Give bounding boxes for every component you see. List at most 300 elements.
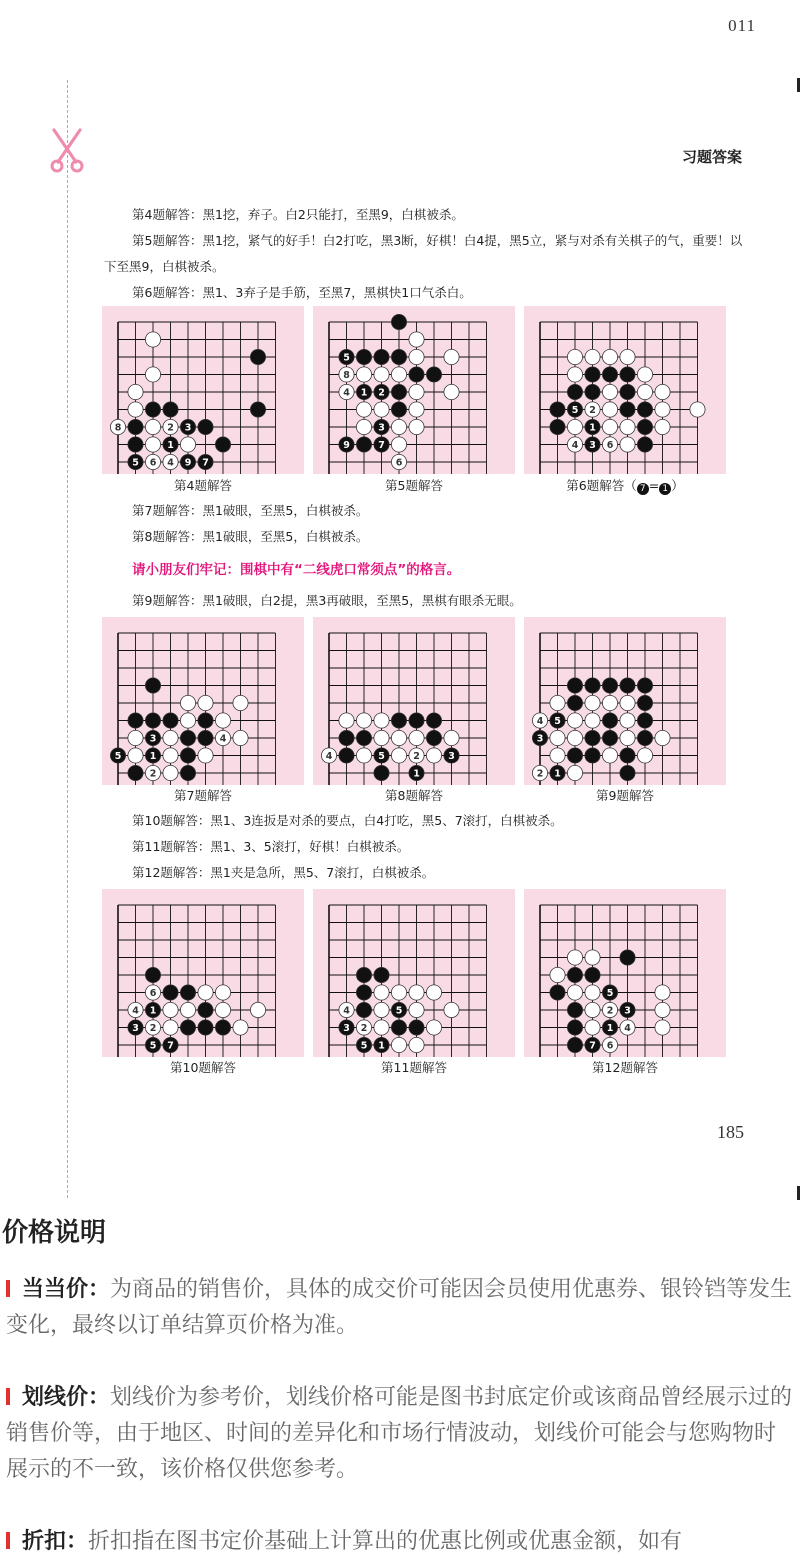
black-stone bbox=[567, 1002, 582, 1017]
black-stone bbox=[215, 437, 230, 452]
answer-paragraph-4 bbox=[104, 202, 744, 228]
answer-text: 第8题解答：黑1破眼，至黑5，白棋被杀。 bbox=[132, 529, 369, 544]
white-stone bbox=[198, 985, 213, 1000]
white-stone bbox=[374, 367, 389, 382]
black-stone bbox=[426, 367, 441, 382]
caption-equals: = bbox=[648, 478, 660, 493]
price-item-text: 为商品的销售价，具体的成交价可能因会员使用优惠券、银铃铛等发生变化，最终以订单结算页价格为准。 bbox=[6, 1277, 793, 1338]
price-item-label: 划线价： bbox=[22, 1385, 111, 1410]
white-stone bbox=[409, 402, 424, 417]
svg-text:4: 4 bbox=[132, 1005, 139, 1017]
white-stone-4 bbox=[620, 1020, 635, 1035]
white-stone-2 bbox=[602, 1002, 617, 1017]
black-stone bbox=[409, 367, 424, 382]
svg-text:6: 6 bbox=[606, 1040, 614, 1052]
svg-text:4: 4 bbox=[624, 1022, 631, 1034]
black-stone bbox=[128, 419, 143, 434]
black-stone bbox=[198, 713, 213, 728]
black-stone bbox=[620, 367, 635, 382]
black-stone bbox=[585, 967, 600, 982]
go-diagram-10 bbox=[102, 889, 304, 1057]
svg-text:5: 5 bbox=[571, 404, 579, 416]
answer-paragraph-10 bbox=[104, 808, 744, 834]
white-stone bbox=[620, 695, 635, 710]
black-stone bbox=[637, 695, 652, 710]
svg-text:3: 3 bbox=[132, 1022, 139, 1034]
white-stone bbox=[550, 748, 565, 763]
white-stone bbox=[602, 384, 617, 399]
white-stone bbox=[374, 1020, 389, 1035]
svg-text:6: 6 bbox=[395, 457, 403, 469]
black-stone bbox=[163, 985, 178, 1000]
white-stone bbox=[409, 1002, 424, 1017]
svg-text:3: 3 bbox=[343, 1022, 350, 1034]
black-stone-1 bbox=[409, 765, 424, 780]
white-stone bbox=[215, 985, 230, 1000]
black-stone-7 bbox=[163, 1037, 178, 1052]
white-stone bbox=[250, 1002, 265, 1017]
board-grid bbox=[329, 322, 487, 474]
black-stone-5 bbox=[391, 1002, 406, 1017]
white-stone-4 bbox=[128, 1002, 143, 1017]
black-stone-3 bbox=[374, 419, 389, 434]
black-stone-1 bbox=[145, 748, 160, 763]
black-stone-2 bbox=[374, 384, 389, 399]
svg-text:9: 9 bbox=[184, 457, 192, 469]
svg-text:7: 7 bbox=[202, 457, 209, 469]
svg-text:1: 1 bbox=[606, 1022, 614, 1034]
black-stone bbox=[409, 713, 424, 728]
svg-text:9: 9 bbox=[343, 439, 350, 451]
white-stone bbox=[409, 985, 424, 1000]
black-stone-5 bbox=[128, 454, 143, 469]
black-stone bbox=[374, 967, 389, 982]
black-stone bbox=[409, 1020, 424, 1035]
answer-text: 第6题解答：黑1、3弃子是手筋，至黑7，黑棋快1口气杀白。 bbox=[132, 285, 472, 300]
black-stone bbox=[585, 678, 600, 693]
black-stone bbox=[391, 713, 406, 728]
white-stone bbox=[356, 367, 371, 382]
black-stone-1 bbox=[585, 419, 600, 434]
white-stone bbox=[567, 349, 582, 364]
svg-text:2: 2 bbox=[413, 750, 420, 762]
black-stone bbox=[128, 765, 143, 780]
white-stone-8 bbox=[339, 367, 354, 382]
black-stone-3 bbox=[585, 437, 600, 452]
white-stone bbox=[233, 730, 248, 745]
white-stone bbox=[655, 730, 670, 745]
caption-12: 第12题解答 bbox=[592, 1060, 658, 1075]
black-stone bbox=[391, 402, 406, 417]
caption-7: 第7题解答 bbox=[174, 788, 232, 803]
price-item-text: 划线价为参考价，划线价格可能是图书封底定价或该商品曾经展示过的销售价等，由于地区、时间的差异化和市场行情波动，划线价可能会与您购物时展示的不一致，该价格仅供您参考。 bbox=[6, 1385, 793, 1482]
white-stone bbox=[145, 367, 160, 382]
black-stone-1 bbox=[356, 384, 371, 399]
go-diagram-4 bbox=[102, 306, 304, 474]
white-stone bbox=[391, 748, 406, 763]
black-stone bbox=[198, 1002, 213, 1017]
answer-text: 第11题解答：黑1、3、5滚打，好棋！白棋被杀。 bbox=[132, 839, 410, 854]
black-stone-5 bbox=[550, 713, 565, 728]
white-stone bbox=[550, 730, 565, 745]
black-stone bbox=[374, 349, 389, 364]
black-stone bbox=[198, 1020, 213, 1035]
white-stone bbox=[567, 419, 582, 434]
black-stone-3 bbox=[444, 748, 459, 763]
white-stone bbox=[620, 713, 635, 728]
svg-text:7: 7 bbox=[378, 439, 385, 451]
black-stone bbox=[163, 713, 178, 728]
svg-text:4: 4 bbox=[343, 387, 350, 399]
svg-text:5: 5 bbox=[554, 715, 561, 727]
white-stone bbox=[637, 384, 652, 399]
black-stone bbox=[585, 384, 600, 399]
svg-text:2: 2 bbox=[167, 422, 174, 434]
white-stone bbox=[163, 765, 178, 780]
black-stone bbox=[180, 1020, 195, 1035]
black-stone bbox=[637, 678, 652, 693]
answer-text: 第4题解答：黑1挖，弃子。白2只能打，至黑9，白棋被杀。 bbox=[132, 207, 464, 222]
svg-text:6: 6 bbox=[149, 457, 157, 469]
black-stone bbox=[356, 967, 371, 982]
black-stone-5 bbox=[567, 402, 582, 417]
white-stone bbox=[444, 349, 459, 364]
go-diagram-6 bbox=[524, 306, 726, 474]
reminder-text: 请小朋友们牢记：围棋中有“二线虎口常须点”的格言。 bbox=[132, 562, 461, 578]
answer-paragraph-12 bbox=[104, 860, 744, 886]
black-stone bbox=[391, 349, 406, 364]
answer-paragraph-5 bbox=[104, 228, 744, 280]
black-stone bbox=[391, 1020, 406, 1035]
caption-10: 第10题解答 bbox=[170, 1060, 236, 1075]
black-stone-5 bbox=[356, 1037, 371, 1052]
svg-text:4: 4 bbox=[325, 750, 333, 762]
white-stone bbox=[567, 730, 582, 745]
black-stone bbox=[637, 713, 652, 728]
white-stone bbox=[180, 437, 195, 452]
white-stone bbox=[233, 1020, 248, 1035]
white-stone bbox=[602, 402, 617, 417]
svg-text:8: 8 bbox=[343, 369, 350, 381]
white-stone bbox=[602, 349, 617, 364]
answer-text: 第10题解答：黑1、3连扳是对杀的要点，白4打吃，黑5、7滚打，白棋被杀。 bbox=[132, 813, 563, 828]
black-stone-7 bbox=[374, 437, 389, 452]
svg-text:2: 2 bbox=[589, 404, 596, 416]
black-stone bbox=[620, 678, 635, 693]
white-stone-2 bbox=[409, 748, 424, 763]
white-stone bbox=[391, 437, 406, 452]
white-stone bbox=[128, 748, 143, 763]
white-stone bbox=[145, 437, 160, 452]
black-stone-1-icon: 1 bbox=[659, 483, 671, 495]
white-stone bbox=[409, 730, 424, 745]
white-stone bbox=[655, 985, 670, 1000]
white-stone bbox=[409, 1037, 424, 1052]
white-stone bbox=[444, 730, 459, 745]
caption-6 bbox=[524, 476, 726, 495]
black-stone bbox=[585, 748, 600, 763]
white-stone bbox=[426, 1020, 441, 1035]
svg-text:5: 5 bbox=[606, 987, 614, 999]
black-stone bbox=[145, 402, 160, 417]
black-stone bbox=[550, 419, 565, 434]
board-grid bbox=[118, 905, 276, 1057]
black-stone bbox=[620, 950, 635, 965]
caption-text: 第6题解答（ bbox=[566, 478, 637, 493]
white-stone bbox=[550, 967, 565, 982]
svg-text:1: 1 bbox=[149, 1005, 157, 1017]
svg-text:4: 4 bbox=[571, 439, 579, 451]
black-stone-1 bbox=[145, 1002, 160, 1017]
svg-text:1: 1 bbox=[167, 439, 174, 451]
svg-text:3: 3 bbox=[448, 750, 455, 762]
svg-text:7: 7 bbox=[167, 1040, 174, 1052]
svg-text:6: 6 bbox=[149, 987, 157, 999]
black-stone bbox=[180, 748, 195, 763]
white-stone-2 bbox=[145, 765, 160, 780]
black-stone-3 bbox=[620, 1002, 635, 1017]
svg-text:3: 3 bbox=[378, 422, 385, 434]
black-stone-1 bbox=[602, 1020, 617, 1035]
section-title: 习题答案 bbox=[681, 148, 742, 166]
price-item-text: 折扣指在图书定价基础上计算出的优惠比例或优惠金额，如有 bbox=[88, 1529, 683, 1554]
black-stone bbox=[339, 748, 354, 763]
svg-text:2: 2 bbox=[378, 387, 385, 399]
black-stone bbox=[567, 1020, 582, 1035]
white-stone bbox=[444, 384, 459, 399]
white-stone-2 bbox=[145, 1020, 160, 1035]
white-stone bbox=[391, 419, 406, 434]
black-stone-7 bbox=[585, 1037, 600, 1052]
go-diagram-11 bbox=[313, 889, 515, 1057]
go-diagram-5 bbox=[313, 306, 515, 474]
svg-text:3: 3 bbox=[184, 422, 192, 434]
black-stone bbox=[637, 419, 652, 434]
svg-text:3: 3 bbox=[624, 1005, 631, 1017]
price-item-discount bbox=[6, 1524, 796, 1560]
price-item-label: 折扣： bbox=[22, 1529, 89, 1554]
black-stone bbox=[180, 765, 195, 780]
svg-text:4: 4 bbox=[343, 1005, 350, 1017]
black-stone bbox=[550, 402, 565, 417]
white-stone bbox=[198, 695, 213, 710]
white-stone bbox=[655, 1002, 670, 1017]
black-stone bbox=[620, 765, 635, 780]
black-stone bbox=[250, 402, 265, 417]
black-stone bbox=[198, 730, 213, 745]
black-stone bbox=[356, 985, 371, 1000]
black-stone-9 bbox=[339, 437, 354, 452]
black-stone bbox=[356, 437, 371, 452]
white-stone bbox=[409, 384, 424, 399]
svg-text:3: 3 bbox=[536, 733, 544, 745]
white-stone bbox=[128, 730, 143, 745]
white-stone bbox=[567, 950, 582, 965]
white-stone bbox=[374, 985, 389, 1000]
white-stone bbox=[145, 419, 160, 434]
white-stone-2 bbox=[163, 419, 178, 434]
black-stone-1 bbox=[550, 765, 565, 780]
board-grid bbox=[329, 633, 487, 785]
black-stone bbox=[145, 713, 160, 728]
svg-text:5: 5 bbox=[149, 1040, 157, 1052]
svg-text:7: 7 bbox=[589, 1040, 596, 1052]
black-stone bbox=[145, 967, 160, 982]
white-stone bbox=[356, 713, 371, 728]
black-stone bbox=[585, 730, 600, 745]
black-stone bbox=[602, 367, 617, 382]
white-stone bbox=[585, 950, 600, 965]
svg-text:2: 2 bbox=[149, 768, 157, 780]
black-stone bbox=[637, 402, 652, 417]
svg-text:2: 2 bbox=[360, 1022, 368, 1034]
black-stone bbox=[602, 713, 617, 728]
white-stone bbox=[620, 437, 635, 452]
caption-4: 第4题解答 bbox=[174, 478, 232, 493]
white-stone bbox=[602, 419, 617, 434]
black-stone bbox=[163, 402, 178, 417]
white-stone bbox=[637, 367, 652, 382]
caption-5: 第5题解答 bbox=[385, 478, 443, 493]
white-stone bbox=[215, 1002, 230, 1017]
answer-paragraph-9 bbox=[104, 588, 744, 614]
white-stone bbox=[690, 402, 705, 417]
caption-text: ） bbox=[671, 478, 684, 493]
page-number-top: 011 bbox=[728, 16, 756, 35]
black-stone bbox=[145, 678, 160, 693]
svg-text:1: 1 bbox=[589, 422, 596, 434]
white-stone bbox=[163, 1020, 178, 1035]
white-stone bbox=[215, 713, 230, 728]
white-stone bbox=[180, 695, 195, 710]
scissors-icon bbox=[48, 124, 86, 174]
white-stone bbox=[655, 419, 670, 434]
svg-text:3: 3 bbox=[149, 733, 157, 745]
white-stone-2 bbox=[356, 1020, 371, 1035]
answer-text: 第7题解答：黑1破眼，至黑5，白棋被杀。 bbox=[132, 503, 369, 518]
svg-text:2: 2 bbox=[149, 1022, 157, 1034]
white-stone bbox=[374, 730, 389, 745]
white-stone-2 bbox=[532, 765, 547, 780]
white-stone bbox=[655, 1020, 670, 1035]
svg-text:4: 4 bbox=[536, 715, 544, 727]
white-stone bbox=[356, 419, 371, 434]
white-stone bbox=[620, 419, 635, 434]
black-stone bbox=[567, 695, 582, 710]
black-stone bbox=[585, 367, 600, 382]
black-stone bbox=[620, 748, 635, 763]
white-stone bbox=[620, 349, 635, 364]
white-stone bbox=[602, 695, 617, 710]
black-stone bbox=[128, 713, 143, 728]
red-bar-icon bbox=[6, 1388, 10, 1405]
black-stone bbox=[198, 419, 213, 434]
board-grid bbox=[118, 633, 276, 785]
go-diagram-7 bbox=[102, 617, 304, 785]
svg-text:5: 5 bbox=[343, 352, 350, 364]
white-stone bbox=[637, 748, 652, 763]
white-stone-6 bbox=[602, 1037, 617, 1052]
white-stone-6 bbox=[391, 454, 406, 469]
svg-text:4: 4 bbox=[167, 457, 174, 469]
svg-text:3: 3 bbox=[589, 439, 596, 451]
svg-text:4: 4 bbox=[219, 733, 227, 745]
white-stone-6 bbox=[602, 437, 617, 452]
svg-text:2: 2 bbox=[606, 1005, 614, 1017]
black-stone bbox=[602, 678, 617, 693]
svg-text:1: 1 bbox=[149, 750, 157, 762]
white-stone bbox=[444, 1002, 459, 1017]
black-stone-5 bbox=[339, 349, 354, 364]
black-stone-5 bbox=[110, 748, 125, 763]
white-stone bbox=[163, 748, 178, 763]
black-stone bbox=[356, 1002, 371, 1017]
white-stone-4 bbox=[163, 454, 178, 469]
svg-text:1: 1 bbox=[378, 1040, 385, 1052]
black-stone bbox=[215, 1020, 230, 1035]
red-bar-icon bbox=[6, 1280, 10, 1297]
white-stone-6 bbox=[145, 454, 160, 469]
white-stone bbox=[409, 332, 424, 347]
svg-text:1: 1 bbox=[413, 768, 420, 780]
svg-text:1: 1 bbox=[360, 387, 368, 399]
answer-text: 第9题解答：黑1破眼，白2提，黑3再破眼，至黑5，黑棋有眼杀无眼。 bbox=[132, 593, 522, 608]
white-stone bbox=[163, 1002, 178, 1017]
white-stone bbox=[602, 748, 617, 763]
white-stone bbox=[180, 1002, 195, 1017]
white-stone bbox=[374, 1002, 389, 1017]
white-stone bbox=[426, 748, 441, 763]
black-stone bbox=[339, 730, 354, 745]
go-diagram-12 bbox=[524, 889, 726, 1057]
black-stone bbox=[250, 349, 265, 364]
answer-paragraph-6 bbox=[104, 280, 744, 306]
white-stone-4 bbox=[339, 1002, 354, 1017]
caption-11: 第11题解答 bbox=[381, 1060, 447, 1075]
black-stone-1 bbox=[163, 437, 178, 452]
black-stone-3 bbox=[532, 730, 547, 745]
black-stone bbox=[180, 730, 195, 745]
black-stone bbox=[356, 730, 371, 745]
white-stone-2 bbox=[585, 402, 600, 417]
white-stone bbox=[163, 730, 178, 745]
price-section-title: 价格说明 bbox=[2, 1218, 107, 1248]
black-stone bbox=[620, 384, 635, 399]
white-stone bbox=[374, 402, 389, 417]
black-stone-7-icon: 7 bbox=[637, 483, 649, 495]
white-stone bbox=[391, 367, 406, 382]
black-stone-5 bbox=[602, 985, 617, 1000]
price-item-strikethrough bbox=[6, 1380, 796, 1488]
black-stone bbox=[391, 314, 406, 329]
white-stone bbox=[356, 748, 371, 763]
black-stone-5 bbox=[374, 748, 389, 763]
black-stone bbox=[426, 730, 441, 745]
black-stone bbox=[602, 730, 617, 745]
caption-9: 第9题解答 bbox=[596, 788, 654, 803]
white-stone bbox=[585, 695, 600, 710]
black-stone-3 bbox=[339, 1020, 354, 1035]
white-stone bbox=[567, 367, 582, 382]
svg-text:5: 5 bbox=[378, 750, 385, 762]
red-bar-icon bbox=[6, 1532, 10, 1549]
white-stone-8 bbox=[110, 419, 125, 434]
white-stone bbox=[128, 384, 143, 399]
white-stone-4 bbox=[532, 713, 547, 728]
black-stone-3 bbox=[180, 419, 195, 434]
svg-text:5: 5 bbox=[395, 1005, 403, 1017]
white-stone bbox=[655, 384, 670, 399]
